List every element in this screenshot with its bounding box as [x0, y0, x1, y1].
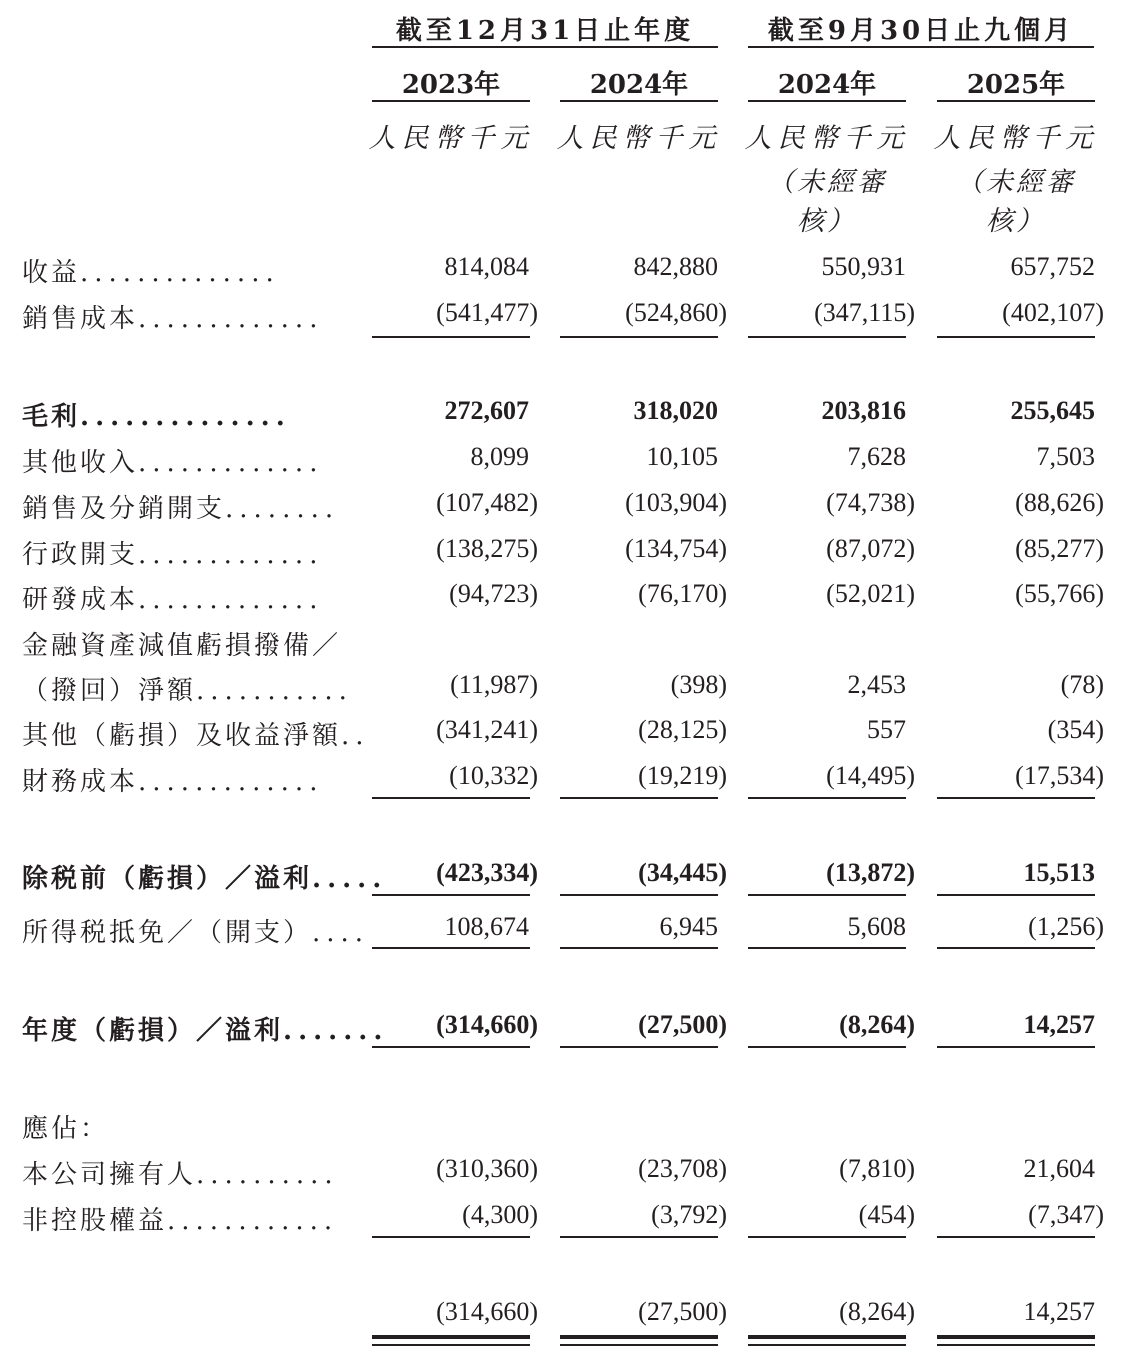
- total-double-rule-thin: [560, 1344, 718, 1346]
- row-label: [22, 670, 353, 707]
- row-label-text: 收益: [22, 258, 81, 288]
- header-group-nine-months: 截至9月30日止九個月: [767, 16, 1075, 46]
- row-label-text: 銷售成本: [22, 304, 139, 334]
- row-value-col4: (78): [1060, 670, 1104, 699]
- row-label-leader-dots: ....: [312, 918, 370, 948]
- unaudited-note-col4: （未經審核）: [956, 167, 1076, 237]
- row-value-col3: (74,738): [826, 488, 915, 517]
- row-label-leader-dots: .....: [312, 864, 388, 894]
- row-value-col3: (14,495): [826, 761, 915, 790]
- row-value-col2: (3,792): [651, 1200, 727, 1229]
- row-value-col1: 272,607: [444, 396, 529, 425]
- row-value-col1: (314,660): [436, 1297, 538, 1326]
- header-group-fiscal-year: 截至12月31日止年度: [395, 16, 695, 46]
- row-value-col2: (103,904): [625, 488, 727, 517]
- unit-col2: 人民幣千元: [556, 123, 722, 154]
- row-value-col1: 108,674: [444, 912, 529, 941]
- row-value-col1: (138,275): [436, 534, 538, 563]
- row-label: [22, 252, 338, 289]
- row-label-leader-dots: ..............: [80, 258, 280, 288]
- row-value-col1: 814,084: [444, 252, 529, 281]
- row-label: [22, 298, 338, 335]
- row-label-text: 本公司擁有人: [22, 1160, 197, 1190]
- row-value-col1: 8,099: [470, 442, 529, 471]
- row-value-col1: (94,723): [449, 579, 538, 608]
- row-value-col4: 15,513: [1023, 858, 1095, 887]
- header-rule-group2: [748, 46, 1094, 48]
- row-value-col2: 6,945: [659, 912, 718, 941]
- row-value-col3: (347,115): [814, 298, 915, 327]
- row-value-col1: (423,334): [436, 858, 538, 887]
- subtotal-rule: [560, 894, 718, 896]
- row-value-col4: 14,257: [1023, 1297, 1095, 1326]
- row-value-col2: 842,880: [633, 252, 718, 281]
- subtotal-rule: [937, 894, 1095, 896]
- row-value-col2: (76,170): [638, 579, 727, 608]
- row-value-col3: 557: [867, 715, 906, 744]
- total-double-rule-thick: [372, 1335, 530, 1339]
- year-heading-col4: 2025年: [966, 70, 1066, 100]
- subtotal-rule: [560, 336, 718, 338]
- unit-col3: 人民幣千元: [744, 123, 910, 154]
- row-value-col3: 7,628: [847, 442, 906, 471]
- row-label-leader-dots: .............: [138, 448, 324, 478]
- row-label-text: 應佔：: [22, 1114, 110, 1144]
- row-label-text: 除税前（虧損）／溢利: [22, 864, 313, 894]
- subtotal-rule: [748, 1236, 906, 1238]
- subtotal-rule: [372, 1236, 530, 1238]
- row-label-text: 其他（虧損）及收益淨額: [22, 721, 342, 751]
- row-value-col2: (28,125): [638, 715, 727, 744]
- subtotal-rule: [937, 947, 1095, 949]
- row-label-text: 行政開支: [22, 540, 139, 570]
- subtotal-rule: [937, 1046, 1095, 1048]
- row-label: [22, 715, 370, 752]
- row-label: [22, 579, 338, 616]
- row-label: [22, 912, 370, 949]
- subtotal-rule: [560, 1236, 718, 1238]
- total-double-rule-thin: [372, 1344, 530, 1346]
- row-value-col4: 14,257: [1023, 1010, 1095, 1039]
- subtotal-rule: [560, 797, 718, 799]
- row-value-col2: 318,020: [633, 396, 718, 425]
- year-rule-col4: [937, 100, 1095, 102]
- subtotal-rule: [748, 336, 906, 338]
- subtotal-rule: [748, 894, 906, 896]
- row-value-col4: (402,107): [1002, 298, 1104, 327]
- total-double-rule-thick: [748, 1335, 906, 1339]
- row-label-leader-dots: ..........: [196, 1160, 339, 1190]
- subtotal-rule: [372, 797, 530, 799]
- row-label: [22, 858, 388, 895]
- row-label-leader-dots: .............: [138, 585, 324, 615]
- row-value-col1: (314,660): [436, 1010, 538, 1039]
- row-label-text: （撥回）淨額: [22, 676, 197, 706]
- row-value-col4: (354): [1047, 715, 1104, 744]
- subtotal-rule: [937, 336, 1095, 338]
- row-value-col4: (85,277): [1015, 534, 1104, 563]
- row-value-col1: (310,360): [436, 1154, 538, 1183]
- row-label-text: 研發成本: [22, 585, 139, 615]
- subtotal-rule: [372, 336, 530, 338]
- row-label-leader-dots: ............: [167, 1206, 339, 1236]
- row-value-col3: 2,453: [847, 670, 906, 699]
- row-label-leader-dots: .............: [138, 767, 324, 797]
- subtotal-rule: [748, 1046, 906, 1048]
- row-value-col2: (23,708): [638, 1154, 727, 1183]
- row-label-text: 其他收入: [22, 448, 139, 478]
- row-value-col2: (134,754): [625, 534, 727, 563]
- row-label-leader-dots: .............: [138, 304, 324, 334]
- row-label-text: 金融資產減值虧損撥備／: [22, 631, 342, 661]
- row-value-col4: 657,752: [1010, 252, 1095, 281]
- row-value-col2: (27,500): [638, 1010, 727, 1039]
- row-label: [22, 442, 338, 479]
- row-label-leader-dots: ...........: [196, 676, 353, 706]
- row-label: [22, 1154, 338, 1191]
- row-value-col4: (55,766): [1015, 579, 1104, 608]
- unaudited-note-col3: （未經審核）: [767, 167, 887, 237]
- row-value-col1: (341,241): [436, 715, 538, 744]
- year-rule-col3: [748, 100, 906, 102]
- row-label: [22, 761, 338, 798]
- row-value-col2: 10,105: [646, 442, 718, 471]
- row-label: [22, 396, 338, 433]
- row-value-col4: 7,503: [1036, 442, 1095, 471]
- row-label-text: 財務成本: [22, 767, 139, 797]
- row-value-col4: (17,534): [1015, 761, 1104, 790]
- unit-col1: 人民幣千元: [368, 123, 534, 154]
- row-label: [22, 488, 338, 525]
- row-label: [22, 534, 338, 571]
- subtotal-rule: [937, 797, 1095, 799]
- subtotal-rule: [937, 1236, 1095, 1238]
- row-label: [22, 1200, 338, 1237]
- row-value-col3: (8,264): [839, 1010, 915, 1039]
- row-label: [22, 1108, 338, 1145]
- subtotal-rule: [372, 894, 530, 896]
- row-label-text: 年度（虧損）／溢利: [22, 1016, 284, 1046]
- row-value-col4: 255,645: [1010, 396, 1095, 425]
- row-value-col4: 21,604: [1023, 1154, 1095, 1183]
- year-heading-col1: 2023年: [401, 70, 501, 100]
- subtotal-rule: [748, 947, 906, 949]
- year-heading-col3: 2024年: [777, 70, 877, 100]
- row-label-leader-dots: ..: [341, 721, 370, 751]
- year-rule-col2: [560, 100, 718, 102]
- row-value-col3: (87,072): [826, 534, 915, 563]
- row-label-text: 非控股權益: [22, 1206, 168, 1236]
- unit-col4: 人民幣千元: [933, 123, 1099, 154]
- row-label-text: 所得税抵免／（開支）: [22, 918, 313, 948]
- total-double-rule-thin: [748, 1344, 906, 1346]
- row-value-col2: (34,445): [638, 858, 727, 887]
- row-label: [22, 625, 342, 662]
- subtotal-rule: [372, 1046, 530, 1048]
- row-value-col2: (27,500): [638, 1297, 727, 1326]
- row-value-col2: (398): [670, 670, 727, 699]
- row-value-col1: (10,332): [449, 761, 538, 790]
- row-value-col1: (11,987): [450, 670, 538, 699]
- row-value-col4: (88,626): [1015, 488, 1104, 517]
- total-double-rule-thick: [560, 1335, 718, 1339]
- row-value-col3: 203,816: [821, 396, 906, 425]
- row-value-col3: 5,608: [847, 912, 906, 941]
- row-value-col3: (13,872): [826, 858, 915, 887]
- row-label-leader-dots: ........: [225, 494, 340, 524]
- row-label-text: 銷售及分銷開支: [22, 494, 226, 524]
- row-label-leader-dots: .............: [138, 540, 324, 570]
- year-heading-col2: 2024年: [589, 70, 689, 100]
- subtotal-rule: [560, 1046, 718, 1048]
- row-value-col1: (541,477): [436, 298, 538, 327]
- row-value-col1: (4,300): [462, 1200, 538, 1229]
- header-rule-group1: [372, 46, 718, 48]
- row-label-leader-dots: ..............: [80, 402, 291, 432]
- row-value-col2: (19,219): [638, 761, 727, 790]
- year-rule-col1: [372, 100, 530, 102]
- row-value-col2: (524,860): [625, 298, 727, 327]
- row-value-col3: (52,021): [826, 579, 915, 608]
- row-value-col1: (107,482): [436, 488, 538, 517]
- total-double-rule-thin: [937, 1344, 1095, 1346]
- row-value-col3: (7,810): [839, 1154, 915, 1183]
- row-label-text: 毛利: [22, 402, 81, 432]
- row-value-col3: (8,264): [839, 1297, 915, 1326]
- row-label: [22, 1010, 389, 1047]
- subtotal-rule: [372, 947, 530, 949]
- subtotal-rule: [560, 947, 718, 949]
- row-label-leader-dots: .......: [283, 1016, 389, 1046]
- row-value-col3: 550,931: [821, 252, 906, 281]
- row-value-col4: (1,256): [1028, 912, 1104, 941]
- row-value-col4: (7,347): [1028, 1200, 1104, 1229]
- subtotal-rule: [748, 797, 906, 799]
- row-value-col3: (454): [858, 1200, 915, 1229]
- total-double-rule-thick: [937, 1335, 1095, 1339]
